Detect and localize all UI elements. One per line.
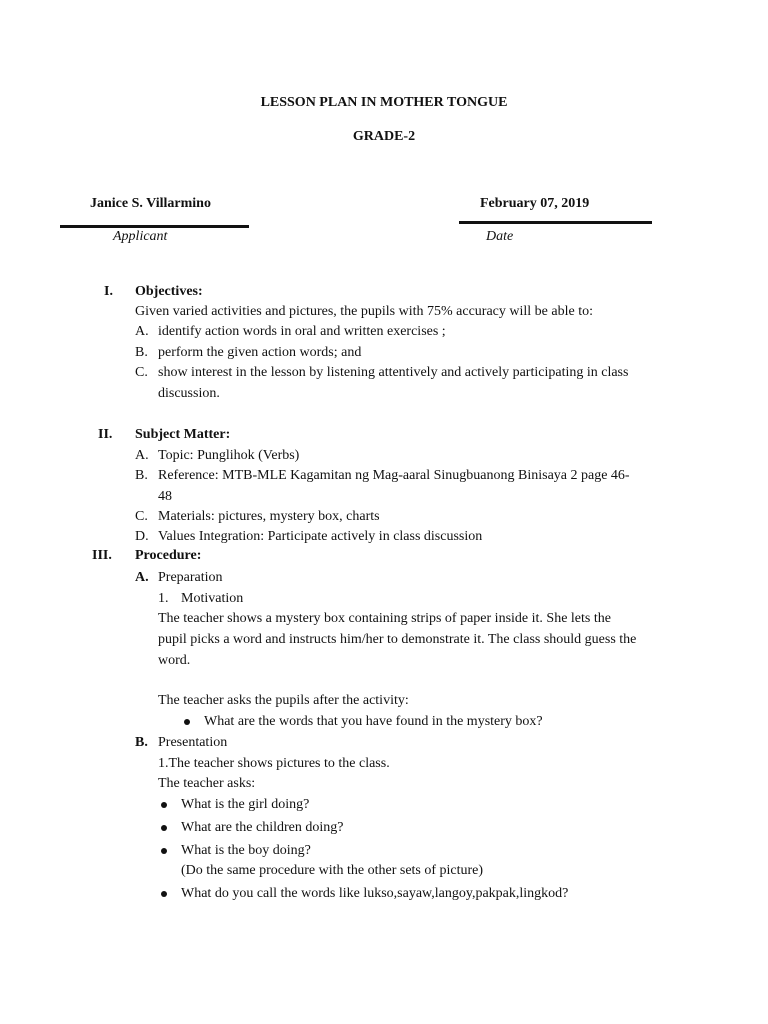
applicant-name: Janice S. Villarmino [90, 196, 211, 211]
subject-item: Values Integration: Participate actively in class discussion [158, 529, 483, 544]
question-item: What is the boy doing? [181, 843, 311, 858]
presentation-line: 1.The teacher shows pictures to the class. [158, 756, 390, 771]
list-letter: B. [135, 345, 148, 360]
subject-item: Topic: Punglihok (Verbs) [158, 448, 300, 463]
paragraph-line: The teacher shows a mystery box containing strips of paper inside it. She lets the [158, 611, 611, 626]
sub-number: 1. [158, 591, 169, 606]
subject-item: Reference: MTB-MLE Kagamitan ng Mag-aaral Sinugbuanong Binisaya 2 page 46- [158, 468, 630, 483]
objective-item: show interest in the lesson by listening attentively and actively participating in class [158, 365, 629, 380]
question-item: What are the words that you have found in the mystery box? [204, 714, 543, 729]
date-value: February 07, 2019 [480, 196, 590, 211]
bullet-icon [184, 719, 190, 725]
paragraph-line: pupil picks a word and instructs him/her to demonstrate it. The class should guess the [158, 632, 637, 647]
question-item: What do you call the words like lukso,sayaw,langoy,pakpak,lingkod? [181, 886, 569, 901]
question-item: What are the children doing? [181, 820, 344, 835]
list-letter: D. [135, 529, 149, 544]
list-letter: B. [135, 735, 148, 750]
list-letter: C. [135, 509, 148, 524]
bullet-icon [161, 891, 167, 897]
document-title: LESSON PLAN IN MOTHER TONGUE [260, 95, 508, 110]
date-caption: Date [486, 229, 514, 244]
procedure-note: (Do the same procedure with the other sets of picture) [181, 863, 484, 878]
applicant-caption: Applicant [113, 229, 168, 244]
motivation-label: Motivation [181, 591, 244, 606]
list-letter: C. [135, 365, 148, 380]
paragraph-line: word. [158, 653, 191, 668]
section-numeral: III. [92, 548, 112, 563]
objective-item: identify action words in oral and written exercises ; [158, 324, 446, 339]
list-letter: A. [135, 570, 149, 585]
preparation-label: Preparation [158, 570, 223, 585]
after-activity-text: The teacher asks the pupils after the activity: [158, 693, 409, 708]
subject-item: Materials: pictures, mystery box, charts [158, 509, 380, 524]
bullet-icon [161, 802, 167, 808]
list-letter: A. [135, 324, 149, 339]
grade-label: GRADE-2 [352, 129, 416, 144]
list-letter: B. [135, 468, 148, 483]
subject-item-continuation: 48 [158, 489, 172, 504]
objective-item: perform the given action words; and [158, 345, 362, 360]
presentation-line: The teacher asks: [158, 776, 256, 791]
objective-item-continuation: discussion. [158, 386, 220, 401]
objectives-heading: Objectives: [135, 284, 203, 299]
objectives-intro: Given varied activities and pictures, the pupils with 75% accuracy will be able to: [135, 304, 593, 319]
subject-matter-heading: Subject Matter: [135, 427, 231, 442]
bullet-icon [161, 848, 167, 854]
list-letter: A. [135, 448, 149, 463]
bullet-icon [161, 825, 167, 831]
question-item: What is the girl doing? [181, 797, 310, 812]
presentation-label: Presentation [158, 735, 228, 750]
section-numeral: I. [104, 284, 113, 299]
procedure-heading: Procedure: [135, 548, 202, 563]
section-numeral: II. [98, 427, 113, 442]
date-signature-line [459, 221, 652, 224]
